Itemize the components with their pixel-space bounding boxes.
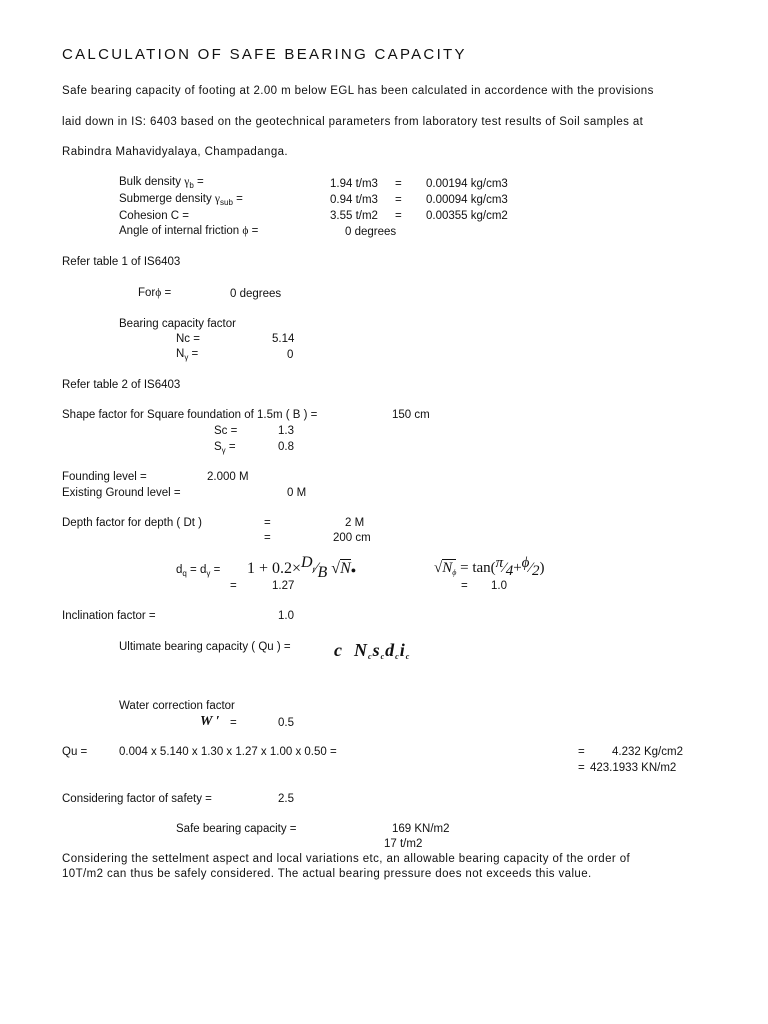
fos-value: 2.5 bbox=[278, 793, 294, 805]
sqrt-nphi-formula: $√N_\phi$ = tan(π⁄4+ϕ⁄2) bbox=[434, 555, 545, 579]
inclination-label: Inclination factor = bbox=[62, 610, 156, 622]
nc-label: Nc = bbox=[176, 333, 200, 345]
ultimate-formula: c $N_cs_cd_ci_c$ bbox=[334, 640, 411, 661]
cohesion-label: Cohesion C = bbox=[119, 210, 189, 222]
cohesion-value: 3.55 t/m2 bbox=[330, 210, 378, 222]
depth-value-2: 200 cm bbox=[333, 532, 371, 544]
conclusion-line-1: Considering the settelment aspect and local variations etc, an allowable bearing capacity of the order of bbox=[62, 853, 631, 865]
water-eq: = bbox=[230, 717, 237, 729]
qu-eq-2: = bbox=[578, 762, 585, 774]
qu-expression: 0.004 x 5.140 x 1.30 x 1.27 x 1.00 x 0.50 = bbox=[119, 746, 337, 758]
sgamma-label: $S_\gamma$ = bbox=[214, 441, 236, 455]
friction-value: 0 degrees bbox=[345, 226, 397, 238]
founding-label: Founding level = bbox=[62, 471, 147, 483]
safe-value-2: 17 t/m2 bbox=[384, 838, 423, 850]
shape-value: 150 cm bbox=[392, 409, 430, 421]
qu-eq-1: = bbox=[578, 746, 585, 758]
bulk-density-eq: = bbox=[395, 178, 402, 190]
table1-ref: Refer table 1 of IS6403 bbox=[62, 256, 181, 268]
nc-value: 5.14 bbox=[272, 333, 295, 345]
friction-label: Angle of internal friction ϕ = bbox=[119, 225, 259, 237]
submerge-density-value: 0.94 t/m3 bbox=[330, 194, 378, 206]
water-symbol: W ′ bbox=[200, 714, 220, 729]
bcf-label: Bearing capacity factor bbox=[119, 318, 236, 330]
dq-dgamma-label: $d_q = d_\gamma$ = bbox=[176, 564, 221, 578]
for-phi-label: Forϕ = bbox=[138, 287, 172, 299]
qu-label: Qu = bbox=[62, 746, 88, 758]
sc-value: 1.3 bbox=[278, 425, 294, 437]
ngamma-value: 0 bbox=[287, 349, 294, 361]
founding-value: 2.000 M bbox=[207, 471, 249, 483]
sc-label: Sc = bbox=[214, 425, 238, 437]
depth-eq-2: = bbox=[264, 532, 271, 544]
egl-value: 0 M bbox=[287, 487, 307, 499]
bulk-density-label: Bulk density $\gamma_b$ = bbox=[119, 176, 204, 190]
table2-ref: Refer table 2 of IS6403 bbox=[62, 379, 181, 391]
depth-formula: $1 + 0.2\times D_t⁄B$ √N● bbox=[247, 554, 357, 581]
conclusion-line-2: 10T/m2 can thus be safely considered. The actual bearing pressure does not exceeds this value. bbox=[62, 868, 592, 880]
cohesion-eq: = bbox=[395, 210, 402, 222]
intro-line-3: Rabindra Mahavidyalaya, Champadanga. bbox=[62, 146, 289, 158]
intro-line-1: Safe bearing capacity of footing at 2.00 m below EGL has been calculated in accordence with the provisions bbox=[62, 85, 654, 97]
submerge-density-label: Submerge density $\gamma_{sub}$ = bbox=[119, 193, 243, 207]
sgamma-value: 0.8 bbox=[278, 441, 294, 453]
qu-value-2: 423.1933 KN/m2 bbox=[590, 762, 677, 774]
sqrt-eq: = bbox=[461, 580, 468, 592]
dq-value: 1.27 bbox=[272, 580, 295, 592]
for-phi-value: 0 degrees bbox=[230, 288, 282, 300]
safe-label: Safe bearing capacity = bbox=[176, 823, 297, 835]
depth-label: Depth factor for depth ( Dt ) bbox=[62, 517, 202, 529]
ultimate-label: Ultimate bearing capacity ( Qu ) = bbox=[119, 641, 291, 653]
depth-eq-1: = bbox=[264, 517, 271, 529]
shape-label: Shape factor for Square foundation of 1.5m ( B ) = bbox=[62, 409, 318, 421]
qu-value-1: 4.232 Kg/cm2 bbox=[612, 746, 683, 758]
depth-value-1: 2 M bbox=[345, 517, 365, 529]
submerge-density-eq: = bbox=[395, 194, 402, 206]
safe-value-1: 169 KN/m2 bbox=[392, 823, 450, 835]
sqrt-value: 1.0 bbox=[491, 580, 507, 592]
water-label: Water correction factor bbox=[119, 700, 235, 712]
intro-line-2: laid down in IS: 6403 based on the geotechnical parameters from laboratory test results of Soil samples at bbox=[62, 116, 644, 128]
water-value: 0.5 bbox=[278, 717, 294, 729]
fos-label: Considering factor of safety = bbox=[62, 793, 212, 805]
page-title: CALCULATION OF SAFE BEARING CAPACITY bbox=[62, 46, 467, 63]
submerge-density-converted: 0.00094 kg/cm3 bbox=[426, 194, 508, 206]
inclination-value: 1.0 bbox=[278, 610, 294, 622]
bulk-density-converted: 0.00194 kg/cm3 bbox=[426, 178, 508, 190]
dq-eq: = bbox=[230, 580, 237, 592]
ngamma-label: $N_\gamma$ = bbox=[176, 348, 199, 362]
cohesion-converted: 0.00355 kg/cm2 bbox=[426, 210, 508, 222]
egl-label: Existing Ground level = bbox=[62, 487, 181, 499]
bulk-density-value: 1.94 t/m3 bbox=[330, 178, 378, 190]
